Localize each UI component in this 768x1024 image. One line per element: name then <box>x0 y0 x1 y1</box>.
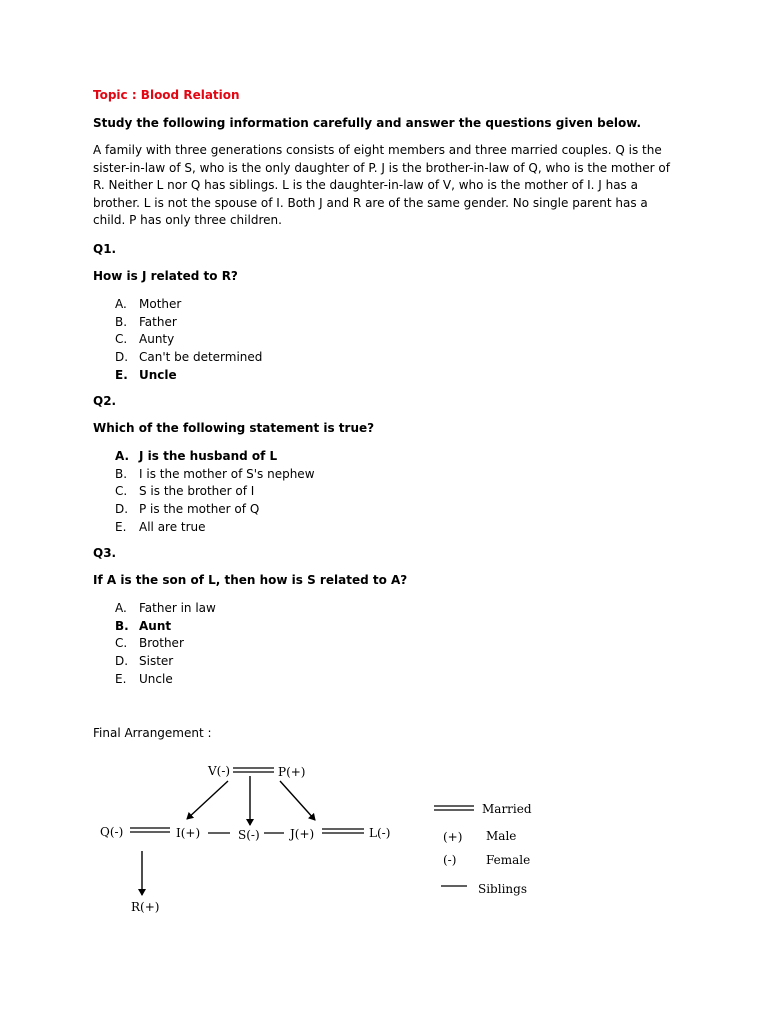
option-a-answer: A. J is the husband of L <box>115 449 278 463</box>
node-l: L(-) <box>369 826 391 840</box>
question-number: Q2. <box>93 394 117 408</box>
arrow-to-j <box>280 781 315 820</box>
node-q: Q(-) <box>100 825 124 839</box>
legend <box>434 802 532 896</box>
option-b: B. I is the mother of S's nephew <box>115 466 315 481</box>
question-number: Q1. <box>93 242 117 256</box>
node-i: I(+) <box>176 826 201 840</box>
option-b-answer: B. Aunt <box>115 618 172 633</box>
info-paragraph: A family with three generations consists of eight members and three married couples. Q is the sister-in-law of S, who is the only daughter of P. J is the brother-in-law of Q, who is the mother of R. Neither L nor Q has siblings. L is the daughter-in-law of V, who is the mother of I. J has a brother. L is not the spouse of I. Both J and R are of the same gender. No single parent has a child. P has only three children. <box>93 143 670 228</box>
married-link-q-i <box>130 828 170 832</box>
node-j: J(+) <box>290 827 315 841</box>
node-r: R(+) <box>131 900 160 914</box>
question-text: If A is the son of L, then how is S related to A? <box>93 573 408 587</box>
legend-married-label: Married <box>482 802 532 816</box>
arrow-to-i <box>187 781 228 819</box>
option-b: B. Father <box>115 314 177 329</box>
legend-male-symbol: (+) <box>443 830 463 844</box>
option-d: D. Sister <box>115 654 174 669</box>
option-a: A. Mother <box>115 297 182 311</box>
option-d: D. P is the mother of Q <box>115 502 260 517</box>
topic-heading: Topic : Blood Relation <box>93 88 240 102</box>
legend-siblings-label: Siblings <box>478 882 527 896</box>
question-text: How is J related to R? <box>93 269 238 283</box>
node-p: P(+) <box>278 765 306 779</box>
option-e-answer: E. Uncle <box>115 367 177 382</box>
option-c: C. Aunty <box>115 332 175 347</box>
option-c: C. Brother <box>115 636 184 651</box>
legend-male-label: Male <box>486 829 517 843</box>
legend-female-label: Female <box>486 853 531 867</box>
option-e: E. All are true <box>115 519 206 534</box>
option-e: E. Uncle <box>115 671 173 686</box>
married-link-v-p <box>233 768 274 772</box>
node-v: V(-) <box>208 764 231 778</box>
node-s: S(-) <box>238 828 260 842</box>
question-text: Which of the following statement is true? <box>93 421 375 435</box>
question-number: Q3. <box>93 546 117 560</box>
option-c: C. S is the brother of I <box>115 484 255 499</box>
option-d: D. Can't be determined <box>115 350 263 365</box>
legend-female-symbol: (-) <box>443 853 457 867</box>
final-arrangement-label: Final Arrangement : <box>93 726 212 740</box>
instruction-text: Study the following information carefully and answer the questions given below. <box>93 116 642 130</box>
married-link-j-l <box>322 829 364 833</box>
option-a: A. Father in law <box>115 601 216 615</box>
